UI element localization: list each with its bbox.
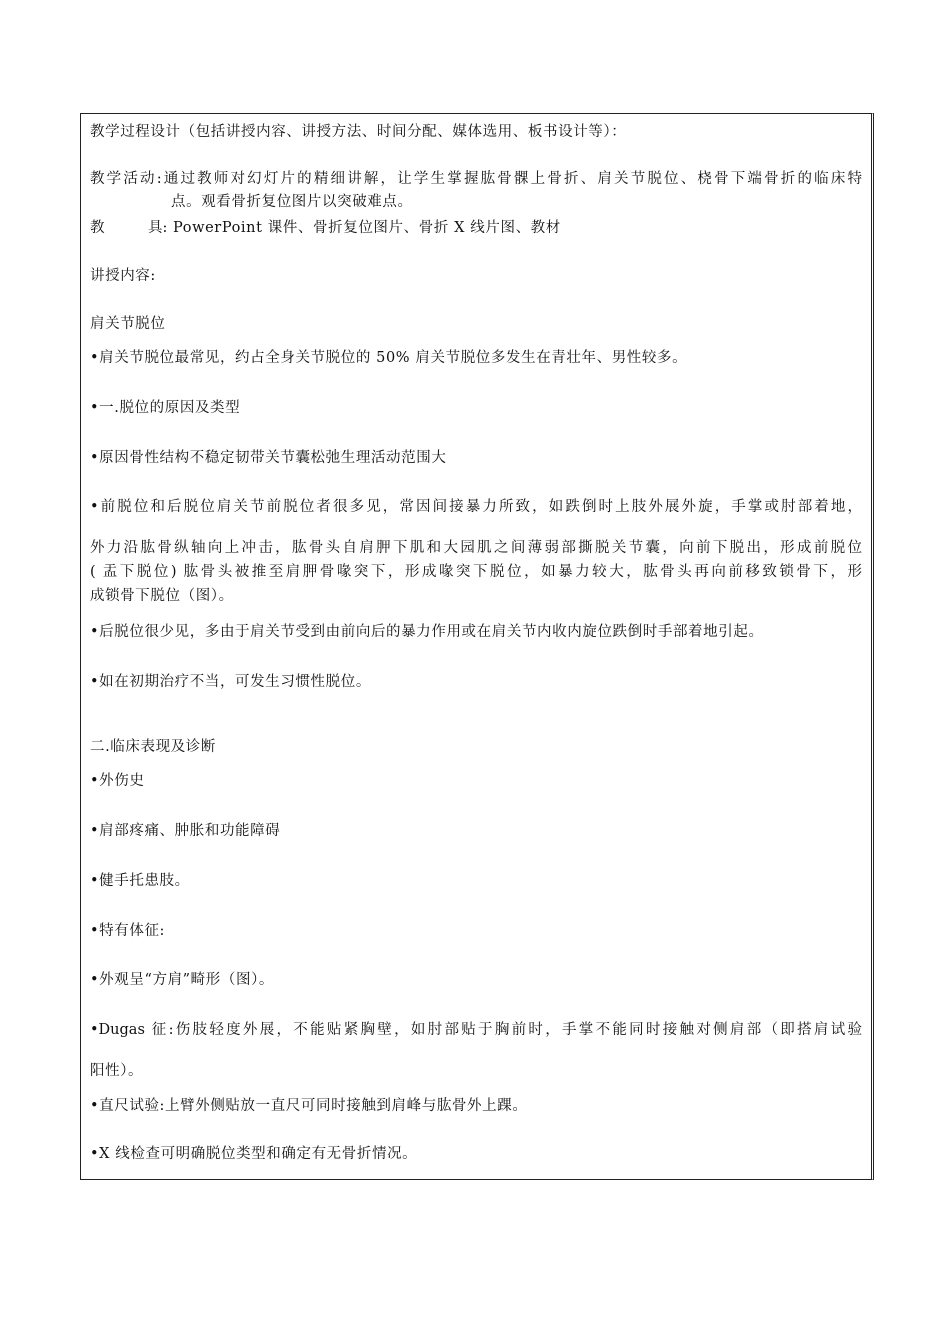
paragraph-recurrent: •如在初期治疗不当，可发生习惯性脱位。: [90, 674, 371, 690]
tools-label-2: 具:: [148, 220, 168, 236]
activity-line-2: 点。观看骨折复位图片以突破难点。: [171, 194, 413, 210]
heading-causes-types: •一.脱位的原因及类型: [90, 400, 241, 416]
heading-clinical: 二.临床表现及诊断: [90, 739, 217, 755]
paragraph-anterior-1: •前脱位和后脱位肩关节前脱位者很多见，常因间接暴力所致，如跌倒时上肢外展外旋，手掌或肘部着地，: [90, 499, 862, 515]
design-header: 教学过程设计（包括讲授内容、讲授方法、时间分配、媒体选用、板书设计等）：: [90, 124, 627, 140]
bullet-square-shoulder: •外观呈“方肩”畸形（图）。: [90, 972, 275, 988]
paragraph-overview: •肩关节脱位最常见，约占全身关节脱位的 50% 肩关节脱位多发生在青壮年、男性较多。: [90, 350, 688, 366]
paragraph-anterior-4: 成锁骨下脱位（图）。: [90, 588, 234, 604]
bullet-hand-support: •健手托患肢。: [90, 873, 190, 889]
bullet-dugas-2: 阳性）。: [90, 1063, 144, 1079]
section-title: 肩关节脱位: [90, 316, 166, 332]
bullet-xray: •X 线检查可明确脱位类型和确定有无骨折情况。: [90, 1146, 418, 1162]
paragraph-posterior: •后脱位很少见，多由于肩关节受到由前向后的暴力作用或在肩关节内收内旋位跌倒时手部着地引起。: [90, 624, 764, 640]
content-label: 讲授内容:: [90, 268, 156, 284]
activity-line-1: 教学活动:通过教师对幻灯片的精细讲解，让学生掌握肱骨髁上骨折、肩关节脱位、桡骨下端骨折的临床特: [90, 171, 862, 187]
tools-label: [90, 216, 167, 237]
paragraph-causes: •原因骨性结构不稳定韧带关节囊松弛生理活动范围大: [90, 450, 447, 466]
bullet-pain-swelling: •肩部疼痛、肿胀和功能障碍: [90, 823, 281, 839]
bullet-trauma-history: •外伤史: [90, 773, 145, 789]
bullet-dugas-1: •Dugas 征:伤肢轻度外展，不能贴紧胸壁，如肘部贴于胸前时，手掌不能同时接触对侧肩部（即搭肩试验: [90, 1022, 862, 1038]
paragraph-anterior-2: 外力沿肱骨纵轴向上冲击，肱骨头自肩胛下肌和大园肌之间薄弱部撕脱关节囊，向前下脱出，形成前脱位: [90, 540, 862, 556]
bullet-signs: •特有体征:: [90, 923, 166, 939]
bullet-ruler-test: •直尺试验:上臂外侧贴放一直尺可同时接触到肩峰与肱骨外上踝。: [90, 1098, 528, 1114]
tools-label-1: 教: [90, 220, 105, 236]
paragraph-anterior-3: ( 盂下脱位) 肱骨头被推至肩胛骨喙突下，形成喙突下脱位，如暴力较大，肱骨头再向前移致锁骨下，形: [90, 564, 862, 580]
tools-value: PowerPoint 课件、骨折复位图片、骨折 X 线片图、教材: [173, 220, 561, 236]
